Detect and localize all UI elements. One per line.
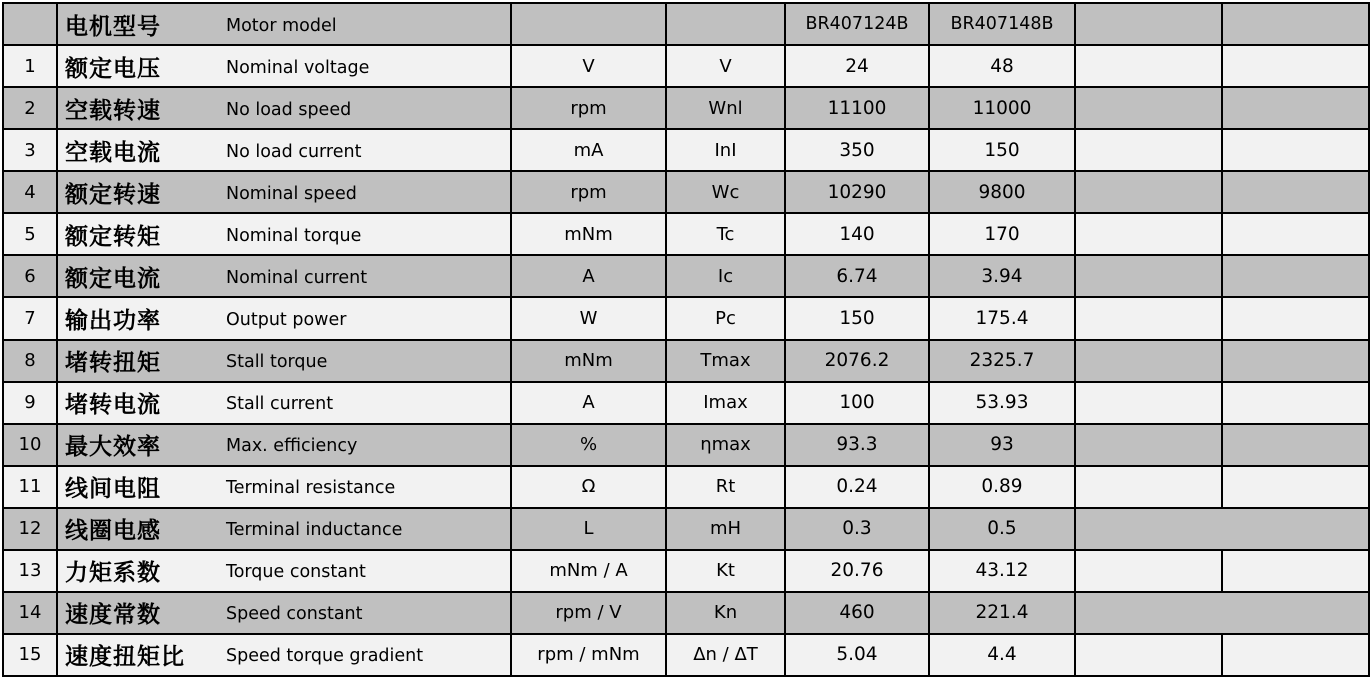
cn-label: 输出功率 — [65, 307, 161, 334]
unit-cell: mNm — [511, 340, 666, 382]
value-br407124b-cell: 0.3 — [785, 508, 929, 550]
symbol-cell: V — [666, 45, 785, 87]
en-label: Speed constant — [226, 604, 363, 625]
empty-cell — [1222, 87, 1369, 129]
en-label: Motor model — [226, 15, 337, 36]
value-br407148b-cell: 0.89 — [929, 466, 1075, 508]
symbol-cell: Wc — [666, 171, 785, 213]
value-br407148b-cell: 150 — [929, 129, 1075, 171]
symbol-cell: Pc — [666, 297, 785, 339]
symbol-cell: Wnl — [666, 87, 785, 129]
en-label: No load current — [226, 141, 362, 162]
cn-label: 空载电流 — [65, 139, 161, 166]
table-row — [3, 129, 1369, 171]
row-number-cell: 1 — [3, 45, 57, 87]
empty-cell — [1075, 550, 1222, 592]
unit-cell: mNm / A — [511, 550, 666, 592]
param-label-cell — [57, 213, 511, 255]
en-label: Speed torque gradient — [226, 646, 424, 667]
unit-cell: V — [511, 45, 666, 87]
empty-cell — [1075, 213, 1222, 255]
en-label: Stall torque — [226, 352, 328, 373]
empty-cell — [1222, 466, 1369, 508]
row-number-cell: 9 — [3, 382, 57, 424]
empty-cell — [1222, 3, 1369, 45]
param-label-cell — [57, 424, 511, 466]
value-br407124b-cell: 150 — [785, 297, 929, 339]
model1-header-cell: BR407124B — [785, 3, 929, 45]
symbol-cell: ηmax — [666, 424, 785, 466]
empty-cell — [1075, 466, 1222, 508]
unit-cell: mA — [511, 129, 666, 171]
param-label-cell — [57, 634, 511, 676]
unit-cell: W — [511, 297, 666, 339]
value-br407124b-cell: 460 — [785, 592, 929, 634]
param-label-cell — [57, 466, 511, 508]
cn-label: 额定电流 — [65, 265, 161, 292]
cn-label: 额定电压 — [65, 55, 161, 82]
empty-cell — [1075, 297, 1222, 339]
param-label-cell — [57, 508, 511, 550]
row-number-cell: 6 — [3, 255, 57, 297]
en-label: Terminal inductance — [226, 520, 403, 541]
value-br407124b-cell: 0.24 — [785, 466, 929, 508]
empty-cell — [1222, 171, 1369, 213]
row-number-cell: 14 — [3, 592, 57, 634]
table-row — [3, 297, 1369, 339]
table-row — [3, 634, 1369, 676]
param-label-cell — [57, 87, 511, 129]
value-br407148b-cell: 2325.7 — [929, 340, 1075, 382]
en-label: Max. efficiency — [226, 436, 358, 457]
row-number-cell: 15 — [3, 634, 57, 676]
row-number-cell: 5 — [3, 213, 57, 255]
table-row — [3, 45, 1369, 87]
unit-cell — [511, 3, 666, 45]
empty-cell — [1222, 634, 1369, 676]
row-number-cell: 11 — [3, 466, 57, 508]
en-label: Nominal voltage — [226, 57, 370, 78]
unit-cell: Ω — [511, 466, 666, 508]
unit-cell: rpm — [511, 87, 666, 129]
empty-cell — [1075, 129, 1222, 171]
row-number-cell: 3 — [3, 129, 57, 171]
param-label-cell — [57, 550, 511, 592]
empty-cell — [1222, 424, 1369, 466]
en-label: Nominal torque — [226, 225, 362, 246]
cn-label: 速度扭矩比 — [65, 644, 185, 671]
table-row — [3, 550, 1369, 592]
symbol-cell: Kt — [666, 550, 785, 592]
empty-cell — [1222, 340, 1369, 382]
empty-cell — [1075, 382, 1222, 424]
cn-label: 最大效率 — [65, 434, 161, 461]
en-label: Nominal current — [226, 267, 368, 288]
unit-cell: % — [511, 424, 666, 466]
empty-cell — [1075, 45, 1222, 87]
cn-label: 堵转扭矩 — [65, 350, 161, 377]
cn-label: 力矩系数 — [65, 560, 161, 587]
unit-cell: mNm — [511, 213, 666, 255]
row-number-cell — [3, 3, 57, 45]
value-br407124b-cell: 11100 — [785, 87, 929, 129]
empty-cell — [1075, 340, 1222, 382]
table-row — [3, 87, 1369, 129]
symbol-cell: Tmax — [666, 340, 785, 382]
cn-label: 堵转电流 — [65, 392, 161, 419]
value-br407124b-cell: 93.3 — [785, 424, 929, 466]
value-br407124b-cell: 100 — [785, 382, 929, 424]
param-label-cell — [57, 45, 511, 87]
unit-cell: A — [511, 255, 666, 297]
param-label-cell — [57, 255, 511, 297]
value-br407148b-cell: 43.12 — [929, 550, 1075, 592]
value-br407148b-cell: 175.4 — [929, 297, 1075, 339]
empty-cell — [1075, 87, 1222, 129]
table-row — [3, 508, 1369, 550]
value-br407148b-cell: 11000 — [929, 87, 1075, 129]
unit-cell: rpm / mNm — [511, 634, 666, 676]
empty-cell — [1222, 382, 1369, 424]
symbol-cell: Rt — [666, 466, 785, 508]
value-br407124b-cell: 20.76 — [785, 550, 929, 592]
unit-cell: rpm / V — [511, 592, 666, 634]
row-number-cell: 13 — [3, 550, 57, 592]
en-label: Torque constant — [226, 562, 366, 583]
empty-cell — [1222, 297, 1369, 339]
header-row — [3, 3, 1369, 45]
table-row — [3, 340, 1369, 382]
param-label-cell — [57, 129, 511, 171]
param-label-cell — [57, 592, 511, 634]
value-br407148b-cell: 9800 — [929, 171, 1075, 213]
cn-label: 线间电阻 — [65, 476, 161, 503]
symbol-cell: Ic — [666, 255, 785, 297]
value-br407124b-cell: 2076.2 — [785, 340, 929, 382]
value-br407148b-cell: 48 — [929, 45, 1075, 87]
empty-cell-merged — [1075, 508, 1369, 550]
en-label: Nominal speed — [226, 183, 357, 204]
symbol-cell: Imax — [666, 382, 785, 424]
cn-label: 速度常数 — [65, 602, 161, 629]
param-label-cell — [57, 382, 511, 424]
cn-label: 额定转矩 — [65, 223, 161, 250]
value-br407124b-cell: 5.04 — [785, 634, 929, 676]
empty-cell — [1222, 550, 1369, 592]
row-number-cell: 4 — [3, 171, 57, 213]
symbol-cell — [666, 3, 785, 45]
motor-spec-table — [2, 2, 1370, 677]
value-br407124b-cell: 6.74 — [785, 255, 929, 297]
symbol-cell: InI — [666, 129, 785, 171]
value-br407148b-cell: 170 — [929, 213, 1075, 255]
cn-label: 电机型号 — [65, 13, 161, 40]
en-label: No load speed — [226, 99, 352, 120]
symbol-cell: mH — [666, 508, 785, 550]
value-br407148b-cell: 221.4 — [929, 592, 1075, 634]
table-row — [3, 255, 1369, 297]
row-number-cell: 10 — [3, 424, 57, 466]
value-br407124b-cell: 24 — [785, 45, 929, 87]
empty-cell — [1222, 255, 1369, 297]
row-number-cell: 7 — [3, 297, 57, 339]
value-br407124b-cell: 10290 — [785, 171, 929, 213]
table-row — [3, 592, 1369, 634]
value-br407148b-cell: 53.93 — [929, 382, 1075, 424]
value-br407124b-cell: 350 — [785, 129, 929, 171]
row-number-cell: 2 — [3, 87, 57, 129]
value-br407148b-cell: 4.4 — [929, 634, 1075, 676]
table-row — [3, 213, 1369, 255]
empty-cell — [1075, 171, 1222, 213]
symbol-cell: Δn / ΔT — [666, 634, 785, 676]
model2-header-cell: BR407148B — [929, 3, 1075, 45]
en-label: Terminal resistance — [226, 478, 396, 499]
empty-cell — [1075, 3, 1222, 45]
en-label: Stall current — [226, 394, 334, 415]
empty-cell — [1222, 213, 1369, 255]
cn-label: 空载转速 — [65, 97, 161, 124]
table-row — [3, 424, 1369, 466]
en-label: Output power — [226, 309, 347, 330]
param-label-cell — [57, 297, 511, 339]
unit-cell: L — [511, 508, 666, 550]
empty-cell-merged — [1075, 592, 1369, 634]
empty-cell — [1075, 255, 1222, 297]
value-br407124b-cell: 140 — [785, 213, 929, 255]
table-row — [3, 382, 1369, 424]
row-number-cell: 12 — [3, 508, 57, 550]
param-label-cell — [57, 171, 511, 213]
empty-cell — [1075, 424, 1222, 466]
value-br407148b-cell: 0.5 — [929, 508, 1075, 550]
symbol-cell: Kn — [666, 592, 785, 634]
value-br407148b-cell: 93 — [929, 424, 1075, 466]
table-row — [3, 466, 1369, 508]
value-br407148b-cell: 3.94 — [929, 255, 1075, 297]
table-row — [3, 171, 1369, 213]
param-label-cell — [57, 3, 511, 45]
empty-cell — [1222, 45, 1369, 87]
cn-label: 额定转速 — [65, 181, 161, 208]
symbol-cell: Tc — [666, 213, 785, 255]
param-label-cell — [57, 340, 511, 382]
cn-label: 线圈电感 — [65, 518, 161, 545]
row-number-cell: 8 — [3, 340, 57, 382]
empty-cell — [1075, 634, 1222, 676]
unit-cell: A — [511, 382, 666, 424]
unit-cell: rpm — [511, 171, 666, 213]
empty-cell — [1222, 129, 1369, 171]
